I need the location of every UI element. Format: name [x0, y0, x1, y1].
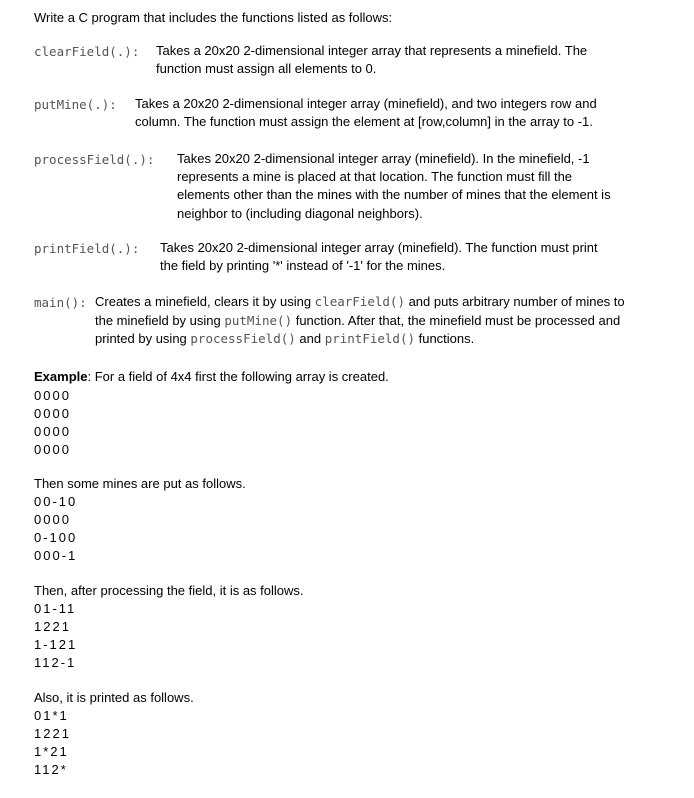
grid1-row: 0000 [34, 442, 71, 457]
grid4-row: 01*1 [34, 708, 69, 723]
printfield-name: printField(.): [34, 241, 140, 256]
main-desc-1a: Creates a minefield, clears it by using [95, 294, 315, 309]
main-code-clearfield: clearField() [314, 294, 405, 309]
grid2-row: 000-1 [34, 548, 78, 563]
processfield-name: processField(.): [34, 152, 155, 167]
example-intro-text: : For a field of 4x4 first the following array is created. [87, 369, 389, 384]
example-text-2: Then some mines are put as follows. [34, 476, 246, 491]
printfield-desc-1: Takes 20x20 2-dimensional integer array (minefield). The function must print [160, 240, 598, 255]
main-desc-3 [95, 331, 474, 346]
example-text-4: Also, it is printed as follows. [34, 690, 194, 705]
main-desc-2b: function. After that, the minefield must be processed and [292, 313, 621, 328]
grid4-row: 1221 [34, 726, 71, 741]
putmine-desc-1: Takes a 20x20 2-dimensional integer array (minefield), and two integers row and [135, 96, 597, 111]
grid1-row: 0000 [34, 424, 71, 439]
grid3-row: 1221 [34, 619, 71, 634]
main-code-putmine: putMine() [224, 313, 293, 328]
processfield-desc-4: neighbor to (including diagonal neighbors). [177, 206, 423, 221]
grid2-row: 0000 [34, 512, 71, 527]
processfield-desc-1: Takes 20x20 2-dimensional integer array (minefield). In the minefield, -1 [177, 151, 590, 166]
main-code-printfield: printField() [324, 331, 415, 346]
main-desc-1b: and puts arbitrary number of mines to [404, 294, 625, 309]
main-name: main(): [34, 295, 87, 310]
putmine-desc-2: column. The function must assign the element at [row,column] in the array to -1. [135, 114, 593, 129]
putmine-name: putMine(.): [34, 97, 117, 112]
grid3-row: 112-1 [34, 655, 77, 670]
intro-text: Write a C program that includes the functions listed as follows: [34, 10, 393, 25]
grid1-row: 0000 [34, 406, 71, 421]
main-desc-3a: printed by using [95, 331, 191, 346]
printfield-desc-2: the field by printing '*' instead of '-1' for the mines. [160, 258, 446, 273]
grid4-row: 112* [34, 762, 68, 777]
clearfield-name: clearField(.): [34, 44, 140, 59]
main-desc-2a: the minefield by using [95, 313, 225, 328]
main-desc-1 [95, 294, 625, 309]
example-label: Example [34, 369, 88, 384]
grid1-row: 0000 [34, 388, 71, 403]
example-intro [34, 369, 389, 384]
main-desc-3b: and [295, 331, 325, 346]
processfield-desc-2: represents a mine is placed at that location. The function must fill the [177, 169, 573, 184]
grid2-row: 0-100 [34, 530, 78, 545]
clearfield-desc-2: function must assign all elements to 0. [156, 61, 377, 76]
main-code-processfield: processField() [190, 331, 296, 346]
grid3-row: 01-11 [34, 601, 77, 616]
clearfield-desc-1: Takes a 20x20 2-dimensional integer array that represents a minefield. The [156, 43, 588, 58]
grid2-row: 00-10 [34, 494, 78, 509]
grid4-row: 1*21 [34, 744, 69, 759]
grid3-row: 1-121 [34, 637, 78, 652]
example-text-3: Then, after processing the field, it is as follows. [34, 583, 304, 598]
main-desc-2 [95, 313, 620, 328]
main-desc-3c: functions. [415, 331, 475, 346]
processfield-desc-3: elements other than the mines with the number of mines that the element is [177, 187, 611, 202]
